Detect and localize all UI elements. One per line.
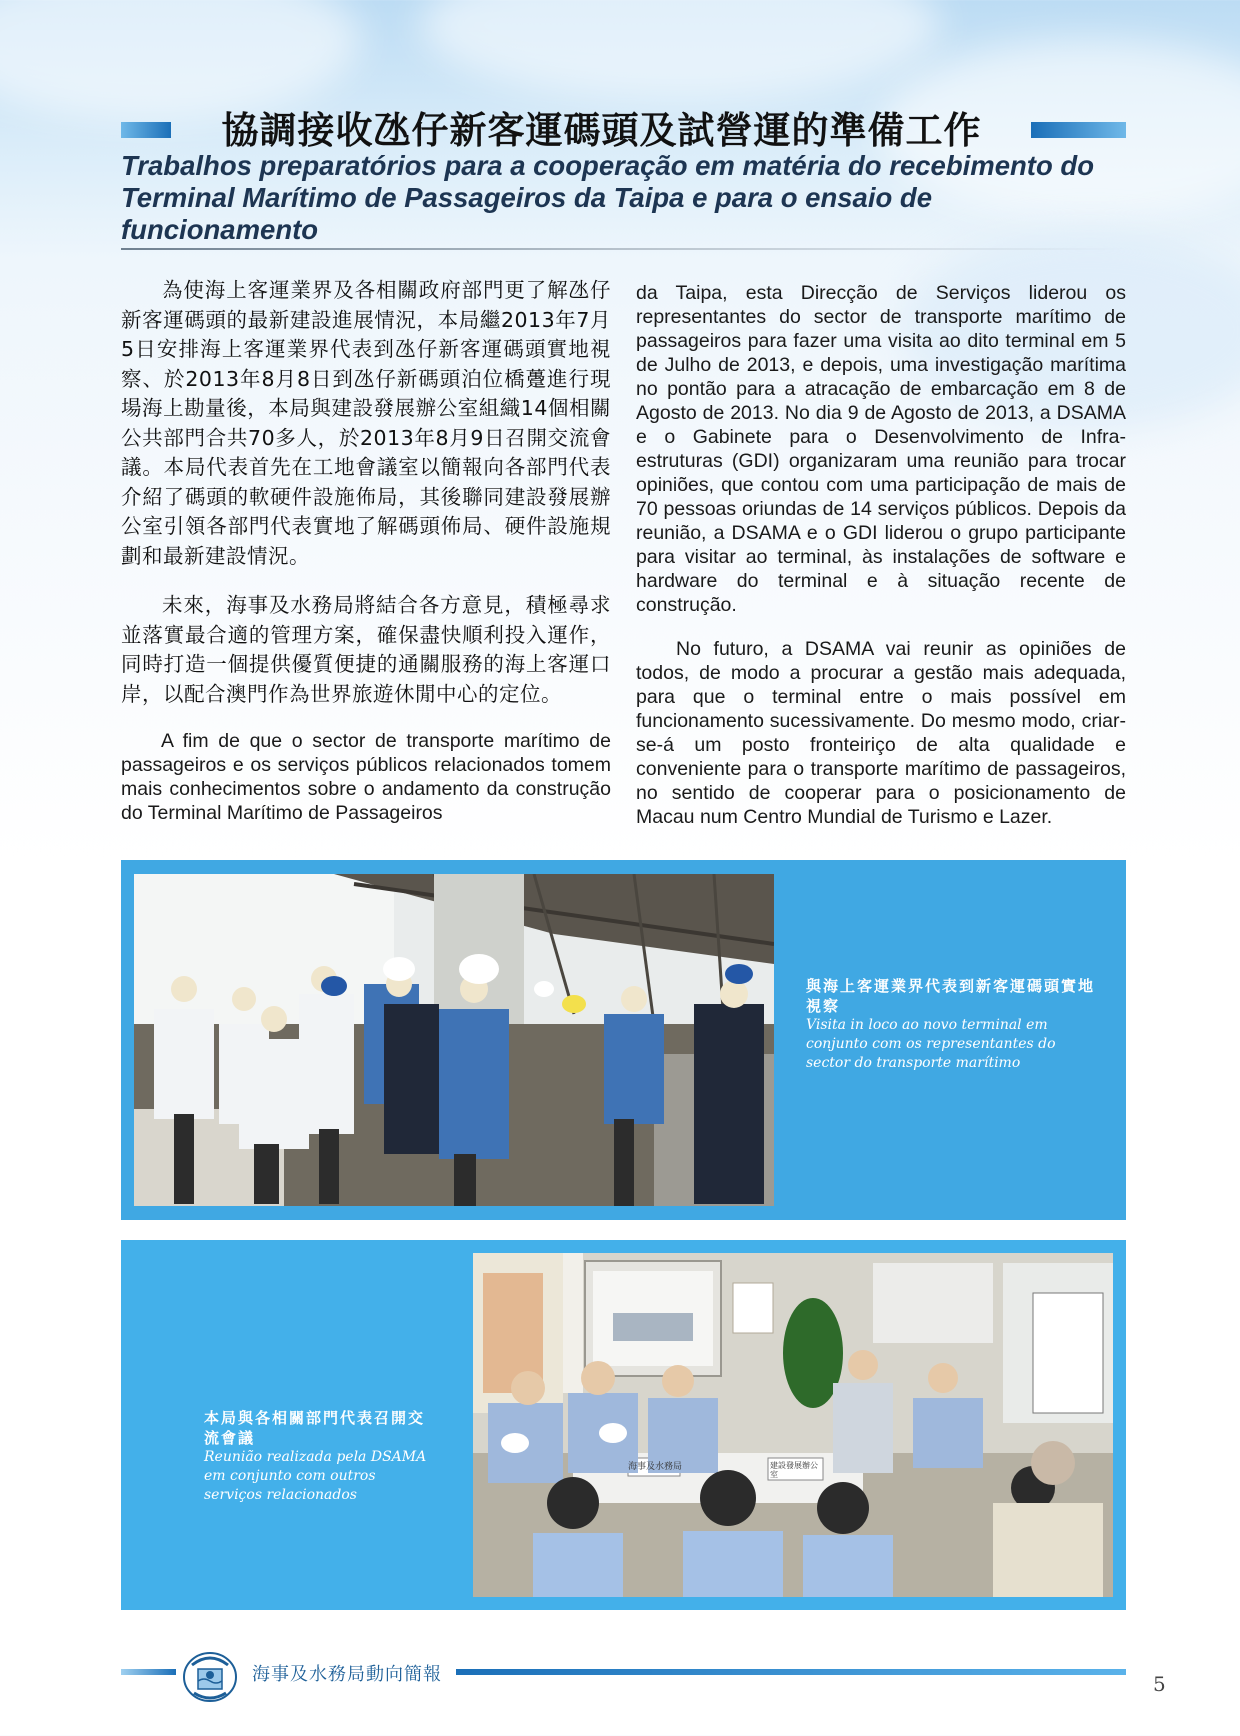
nameplate-gdi: 建設發展辦公室 — [770, 1461, 818, 1479]
footer-bar-right — [456, 1669, 1126, 1675]
left-text-column — [121, 276, 611, 845]
publication-name: 海事及水務局動向簡報 — [252, 1664, 442, 1685]
photo-panel-meeting — [121, 1240, 1126, 1610]
photo-caption-pt: Visita in loco ao novo terminal em conjunto com os representantes do sector do transporte marítimo — [806, 1017, 1056, 1071]
article-title-pt: Trabalhos preparatórios para a cooperação em matéria do recebimento do Terminal Marítimo de Passageiros da Taipa e para o ensaio de funcionamento — [121, 150, 1095, 245]
photo-caption-pt: Reunião realizada pela DSAMA em conjunto com outros serviços relacionados — [204, 1449, 427, 1503]
subtitle-divider — [121, 248, 1126, 250]
page-number: 5 — [1153, 1672, 1166, 1696]
paragraph-pt-1-end: da Taipa, esta Direcção de Serviços liderou os representantes do sector de transporte marítimo de passageiros para fazer uma visita ao dito terminal em 5 de Julho de 2013, e depois, uma investigação marítima no pontão para a atracação de embarcação em 8 de Agosto de 2013. No dia 9 de Agosto de 2013, a DSAMA e o Gabinete para o Desenvolvimento de Infra-estruturas (GDI) organizaram uma reunião para trocar opiniões, que contou com uma participação de mais de 70 pessoas oriundas de 14 serviços públicos. Depois da reunião, a DSAMA e o GDI liderou o grupo participante para visitar ao terminal, às instalações de software e hardware do terminal e à situação recente de construção. — [636, 282, 1126, 616]
photo-caption-meeting — [204, 1408, 434, 1505]
photo-caption-cn: 與海上客運業界代表到新客運碼頭實地視察 — [806, 977, 1096, 1015]
meeting-room-photo-icon — [473, 1253, 1113, 1597]
nameplate-dsama: 海事及水務局 — [628, 1462, 683, 1472]
footer-bar-left — [121, 1669, 176, 1675]
paragraph-cn-2: 未來，海事及水務局將結合各方意見，積極尋求並落實最合適的管理方案，確保盡快順利投入運作，同時打造一個提供優質便捷的通關服務的海上客運口岸，以配合澳門作為世界旅遊休閒中心的定位。 — [121, 593, 611, 706]
dsama-emblem-icon — [182, 1647, 238, 1707]
paragraph-pt-2: No futuro, a DSAMA vai reunir as opiniões de todos, de modo a procurar a gestão mais adequada, para que o terminal entre o mais possível em funcionamento sucessivamente. Do mesmo modo, criar-se-á um posto fronteiriço de alta qualidade e conveniente para o transporte marítimo de passageiros, no sentido de cooperar para o posicionamento de Macau num Centro Mundial de Turismo e Lazer. — [636, 638, 1126, 828]
construction-site-photo-icon — [134, 874, 774, 1206]
paragraph-cn-1: 為使海上客運業界及各相關政府部門更了解氹仔新客運碼頭的最新建設進展情況，本局繼2013年7月5日安排海上客運業界代表到氹仔新客運碼頭實地視察、於2013年8月8日到氹仔新碼頭泊位橋躉進行現場海上勘量後，本局與建設發展辦公室組織14個相關公共部門合共70多人，於2013年8月9日召開交流會議。本局代表首先在工地會議室以簡報向各部門代表介紹了碼頭的軟硬件設施佈局，其後聯同建設發展辦公室引領各部門代表實地了解碼頭佈局、硬件設施規劃和最新建設情況。 — [121, 278, 611, 568]
article-title-row — [121, 100, 1126, 156]
title-bar-left — [121, 122, 171, 138]
photo-caption-site-visit — [806, 976, 1096, 1073]
title-bar-right — [1031, 122, 1126, 138]
right-text-column — [636, 281, 1126, 849]
photo-caption-cn: 本局與各相關部門代表召開交流會議 — [204, 1409, 426, 1447]
paragraph-pt-1-start: A fim de que o sector de transporte marítimo de passageiros e os serviços públicos relacionados tomem mais conhecimentos sobre o andamento da construção do Terminal Marítimo de Passageiros — [121, 730, 611, 824]
article-title-cn: 協調接收氹仔新客運碼頭及試營運的準備工作 — [221, 109, 982, 152]
photo-panel-site-visit — [121, 860, 1126, 1220]
background-cloud — [420, 0, 940, 100]
